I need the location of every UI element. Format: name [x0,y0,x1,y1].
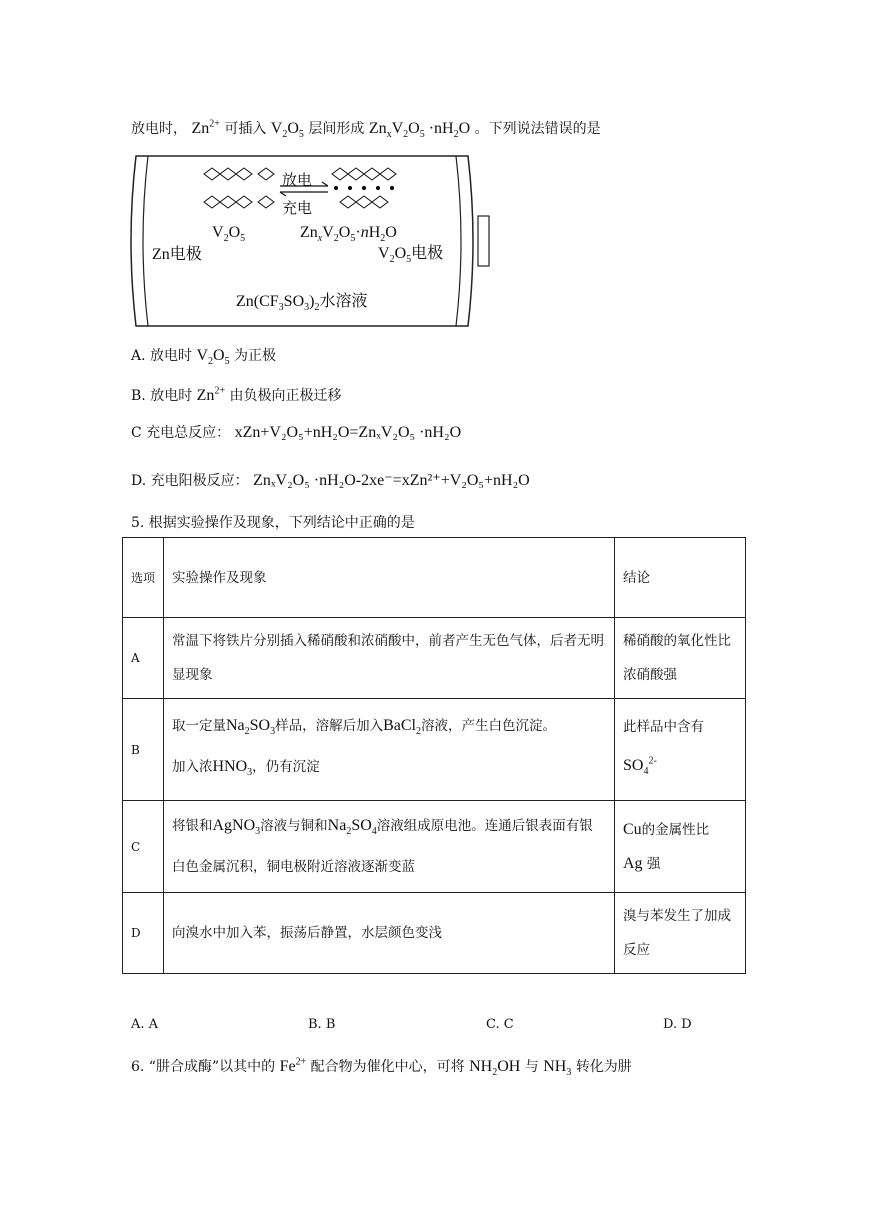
q6-stem: 6. “肼合成酶”以其中的 $Fe^{2+}$ 配合物为催化中心，可将 $NH_2OH$ 与 $NH_3$ 转化为肼 [131,1056,632,1079]
table-row: D 向溴水中加入苯，振荡后静置，水层颜色变浅 溴与苯发生了加成反应 [123,893,746,974]
table-row: C 将银和AgNO$_3$溶液与铜和$Na_2SO_4$溶液组成原电池。连通后银表面有银白色金属沉积，铜电极附近溶液逐渐变蓝 Cu的金属性比 Ag 强 [123,801,746,893]
v2o5-label: $V_2O_5$ [212,224,246,245]
discharge-label: 放电 [282,171,313,189]
q4-option-b: B. 放电时 $Zn^{2+}$ 由负极向正极迁移 [131,385,342,404]
header-operation: 实验操作及现象 [164,538,615,618]
v2o5-crystals [204,168,274,208]
zn-electrode-label: Zn电极 [152,246,202,263]
v2o5-electrode-label: $V_2O_5$电极 [378,245,444,266]
header-option: 选项 [123,538,164,618]
znxv2o5-crystals [332,168,396,208]
q4-option-c: C 充电总反应： xZn+V₂O₅+nH₂O=ZnₓV₂O₅ ·nH₂O [131,424,462,441]
q5-stem: 5. 根据实验操作及现象，下列结论中正确的是 [131,515,415,531]
charge-label: 充电 [282,199,313,217]
znxv2o5-formula: $Zn_xV_2O_5 \cdot nH_2O$ [368,120,471,141]
v2o5-formula: $V_2O_5$ [270,120,304,141]
table-header-row [123,538,746,618]
zn2plus: $Zn^{2+}$ [191,118,220,137]
q4-option-d: D. 充电阳极反应： ZnₓV₂O₅ ·nH₂O-2xe⁻=xZn²⁺+V₂O₅+nH₂O [131,472,530,489]
battery-diagram [128,152,493,330]
intro-line: 放电时， $Zn^{2+}$ 可插入 $V_2O_5$ 层间形成 $Zn_xV_2O_5 \cdot nH_2O$ 。下列说法错误的是 [131,118,601,141]
q5-choice-c: C. C [486,1017,514,1032]
znxv2o5-label: $Zn_xV_2O_5\cdot nH_2O$ [300,224,397,245]
q5-choice-a: A. A [131,1017,159,1032]
q5-table [122,537,746,974]
header-conclusion: 结论 [615,538,746,618]
q4-option-a: A. 放电时 $V_2O_5$ 为正极 [131,347,277,368]
q5-choice-d: D. D [663,1017,692,1032]
table-row: A 常温下将铁片分别插入稀硝酸和浓硝酸中，前者产生无色气体，后者无明显现象 稀硝酸的氧化性比浓硝酸强 [123,618,746,699]
electrolyte-label: $Zn(CF_3SO_3)_2$水溶液 [236,293,368,314]
table-row: B 取一定量$Na_2SO_3$样品，溶解后加入BaCl$_2$溶液，产生白色沉淀。 加入浓$HNO_3$，仍有沉淀 此样品中含有 $SO_4^{2-}$ [123,699,746,801]
q5-choice-b: B. B [308,1017,336,1032]
